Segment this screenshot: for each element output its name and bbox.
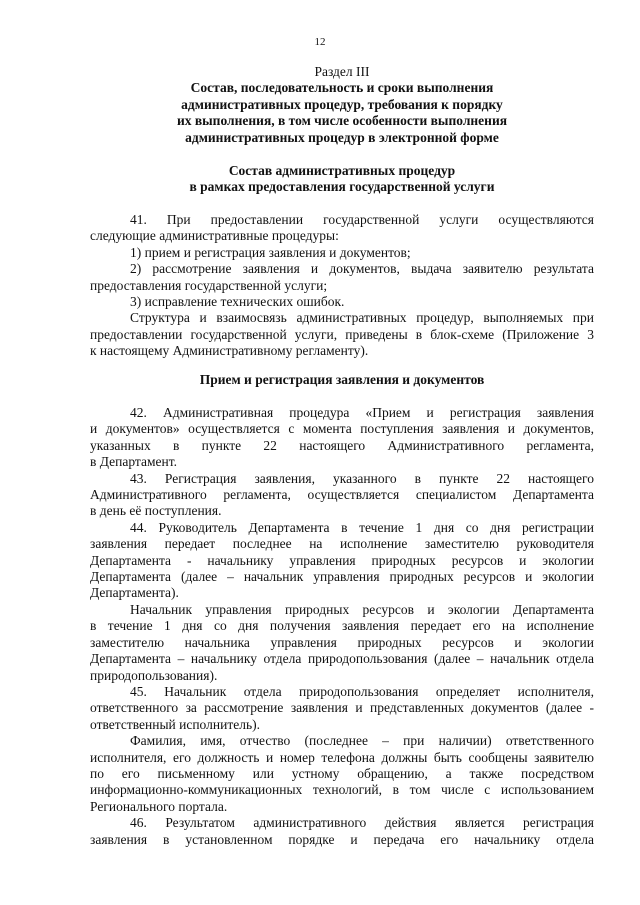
paragraph	[90, 684, 594, 733]
text-line: к настоящему Административному регламенту).	[90, 343, 369, 359]
text-line: 41. При предоставлении государственной услуги осуществляются	[130, 212, 594, 227]
text-line: 3) исправление технических ошибок.	[130, 294, 345, 310]
text-line: 45. Начальник отдела природопользования определяет исполнителя,	[130, 683, 594, 699]
text-line: Фамилия, имя, отчество (последнее – при наличии) ответственного	[130, 733, 594, 749]
paragraph	[90, 520, 594, 602]
page-number: 12	[314, 36, 326, 48]
paragraph	[90, 245, 594, 261]
text-line: информационно-коммуникационных технологий, в том числе с использованием	[90, 782, 594, 798]
paragraph	[90, 405, 594, 471]
text-line: 2) рассмотрение заявления и документов, выдача заявителю результата	[130, 261, 594, 277]
subsection-title-line: Прием и регистрация заявления и документов	[199, 372, 485, 387]
text-line: предоставлении государственной услуги, приведены в блок-схеме (Приложение 3	[90, 326, 594, 342]
text-line: 43. Регистрация заявления, указанного в пункте 22 настоящего	[130, 470, 594, 486]
text-line: ответственный исполнитель).	[90, 716, 260, 732]
text-line: Департамента (далее – начальник управления природных ресурсов и экологии	[90, 569, 594, 585]
text-line: Регионального портала.	[90, 798, 228, 814]
text-line: Административного регламента, осуществляется специалистом Департамента	[90, 487, 594, 503]
text-line: исполнителя, его должность и номер телефона должны быть сообщены заявителю	[90, 749, 594, 765]
text-line: ответственного за рассмотрение заявления и представленных документов (далее -	[90, 700, 594, 716]
paragraph	[90, 471, 594, 520]
text-line: Начальник управления природных ресурсов и экологии Департамента	[130, 601, 594, 617]
text-line: предоставления государственной услуги;	[90, 277, 328, 293]
paragraph	[90, 815, 594, 848]
text-line: следующие административные процедуры:	[90, 228, 339, 244]
text-line: указанных в пункте 22 настоящего Административного регламента,	[90, 437, 594, 453]
text-line: Структура и взаимосвязь административных процедур, выполняемых при	[130, 310, 594, 326]
section-title-line: Состав, последовательность и сроки выполнения	[190, 80, 494, 96]
text-line: заявления передает последнее на исполнение заместителю руководителя	[90, 536, 594, 552]
subsection-title-line: Состав административных процедур	[228, 163, 456, 178]
text-line: 1) прием и регистрация заявления и документов;	[130, 244, 411, 260]
text-line: заместителю начальника управления природных ресурсов и экологии	[90, 634, 594, 650]
text-line: 42. Административная процедура «Прием и регистрация заявления	[130, 405, 594, 420]
section-title-line: их выполнения, в том числе особенности выполнения	[176, 113, 508, 129]
section-title-line: административных процедур, требования к порядку	[181, 96, 503, 112]
text-line: природопользования).	[90, 667, 218, 683]
text-line: в течение 1 дня со дня получения заявления передает его на исполнение	[90, 618, 594, 634]
section-title-line: административных процедур в электронной форме	[185, 129, 499, 145]
subsection-heading	[90, 372, 594, 388]
paragraph	[90, 212, 594, 245]
text-line: Департамента).	[90, 585, 179, 601]
text-line: 46. Результатом административного действия является регистрация	[130, 815, 594, 831]
paragraph	[90, 294, 594, 310]
section-heading	[90, 64, 594, 146]
text-line: Департамента - начальнику управления природных ресурсов и экологии	[90, 552, 594, 568]
text-line: в день её поступления.	[90, 503, 222, 519]
paragraph	[90, 602, 594, 684]
text-line: и документов» осуществляется с момента поступления заявления и документов,	[90, 421, 594, 437]
clause-41-block	[90, 212, 594, 360]
subsection-heading	[90, 163, 594, 196]
text-line: по его письменному или устному обращению, а также посредством	[90, 765, 594, 781]
paragraph	[90, 261, 594, 294]
paragraph	[90, 310, 594, 359]
text-line: заявления в установленном порядке и передача его начальнику отдела	[90, 831, 594, 847]
text-line: Департамента – начальнику отдела природопользования (далее – начальник отдела	[90, 651, 594, 667]
clauses-42-46-block	[90, 405, 594, 848]
subsection-title-line: в рамках предоставления государственной услуги	[189, 179, 495, 195]
paragraph	[90, 733, 594, 815]
text-line: в Департамент.	[90, 454, 177, 470]
text-line: 44. Руководитель Департамента в течение 1 дня со дня регистрации	[130, 519, 594, 535]
section-label: Раздел III	[314, 64, 370, 79]
